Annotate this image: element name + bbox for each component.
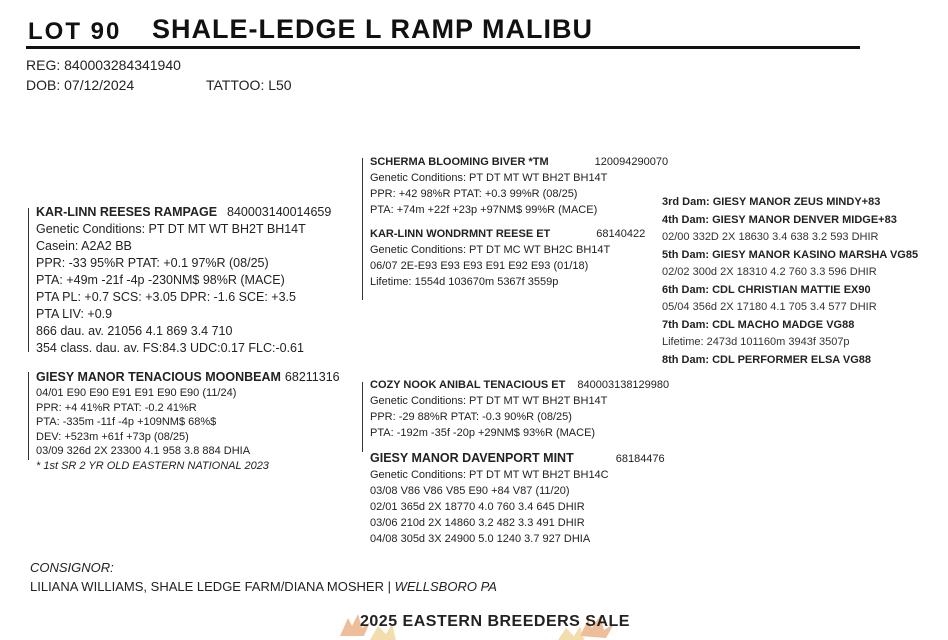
sire-line: PTA PL: +0.7 SCS: +3.05 DPR: -1.6 SCE: +3.5 [36,290,296,304]
dam-bracket-line [28,372,29,460]
sire-name: KAR-LINN REESES RAMPAGE [36,205,218,219]
sale-name: 2025 EASTERN BREEDERS SALE [360,613,630,630]
sire-sire-line: PTA: +74m +22f +23p +97NM$ 99%R (MACE) [370,204,598,216]
dam-dam-line: 03/06 210d 2X 14860 3.2 482 3.3 491 DHIR [370,517,585,529]
sire-dam-block [370,226,645,290]
lot-number: LOT 90 [28,18,122,45]
further-dam-line: 3rd Dam: GIESY MANOR ZEUS MINDY+83 [662,196,881,208]
further-dam-line: 7th Dam: CDL MACHO MADGE VG88 [662,318,855,331]
sire-dam-line: 06/07 2E-E93 E93 E93 E91 E92 E93 (01/18) [370,260,589,272]
further-dam-record: Lifetime: 2473d 101160m 3943f 3507p [662,336,850,348]
dam-block [36,369,340,473]
dam-dam-name: GIESY MANOR DAVENPORT MINT [370,451,574,465]
dam-line: DEV: +523m +61f +73p (08/25) [36,430,189,443]
dam-sire-block [370,377,669,441]
sire-line: Genetic Conditions: PT DT MT WT BH2T BH14T [36,222,306,236]
sire-sire-name: SCHERMA BLOOMING BIVER *TM [370,156,549,168]
consignor-location: WELLSBORO PA [394,579,497,594]
tattoo: TATTOO: L50 [206,77,292,93]
dam-name: GIESY MANOR TENACIOUS MOONBEAM [36,370,281,384]
sire-sire-reg: 120094290070 [594,156,669,168]
header-divider [26,46,860,49]
further-dam-line: 4th Dam: GIESY MANOR DENVER MIDGE+83 [662,213,897,226]
dam-reg: 68211316 [284,370,340,384]
sire-line: Casein: A2A2 BB [36,239,132,253]
registration-number: REG: 840003284341940 [26,57,181,73]
further-dam-record: 02/02 300d 2X 18310 4.2 760 3.3 596 DHIR [662,266,877,278]
dam-line: PTA: -335m -11f -4p +109NM$ 68%$ [36,416,217,428]
dam-sire-line: PTA: -192m -35f -20p +29NM$ 93%R (MACE) [370,427,596,439]
sire-sire-block [370,154,668,218]
sire-line: 354 class. dau. av. FS:84.3 UDC:0.17 FLC:-0.61 [36,341,304,355]
dam-dam-line: 04/08 305d 3X 24900 5.0 1240 3.7 927 DHIA [370,533,591,545]
dam-note: * 1st SR 2 YR OLD EASTERN NATIONAL 2023 [36,459,269,472]
further-dam-line: 5th Dam: GIESY MANOR KASINO MARSHA VG85 [662,248,919,261]
further-dams-block [662,194,918,369]
sire-sire-line: PPR: +42 98%R PTAT: +0.3 99%R (08/25) [370,188,578,200]
consignor-label: CONSIGNOR: [30,560,114,575]
sire-line: PPR: -33 95%R PTAT: +0.1 97%R (08/25) [36,256,269,270]
animal-name: SHALE-LEDGE L RAMP MALIBU [152,14,594,44]
date-of-birth: DOB: 07/12/2024 [26,77,135,93]
dam-sire-reg: 840003138129980 [577,379,670,391]
further-dam-record: 05/04 356d 2X 17180 4.1 705 3.4 577 DHIR [662,301,877,313]
further-dam-record: 02/00 332D 2X 18630 3.4 638 3.2 593 DHIR [662,231,879,243]
dam-dam-block [370,450,665,547]
dam-line: PPR: +4 41%R PTAT: -0.2 41%R [36,401,197,414]
dam-dam-reg: 68184476 [615,453,665,465]
sire-line: PTA LIV: +0.9 [36,307,113,321]
sire-line: 866 dau. av. 21056 4.1 869 3.4 710 [36,324,233,338]
dam-sire-line: Genetic Conditions: PT DT MT WT BH2T BH14T [370,395,608,407]
sire-dam-name: KAR-LINN WONDRMNT REESE ET [370,228,551,240]
sire-dam-reg: 68140422 [596,228,646,240]
sire-line: PTA: +49m -21f -4p -230NM$ 98%R (MACE) [36,273,285,287]
sire-reg: 840003140014659 [227,205,332,219]
dam-line: 03/09 326d 2X 23300 4.1 958 3.8 884 DHIA [36,445,251,457]
consignor-line [30,579,497,594]
sire-sire-line: Genetic Conditions: PT DT MT WT BH2T BH14T [370,172,608,184]
further-dam-line: 8th Dam: CDL PERFORMER ELSA VG88 [662,353,872,366]
dam-line: 04/01 E90 E90 E91 E91 E90 E90 (11/24) [36,387,237,399]
dam-dam-line: Genetic Conditions: PT DT MT WT BH2T BH14C [370,469,609,481]
sire-bracket-line [28,208,29,352]
dam-dam-line: 02/01 365d 2X 18770 4.0 760 3.4 645 DHIR [370,501,585,513]
dam-dam-line: 03/08 V86 V86 V85 E90 +84 V87 (11/20) [370,485,570,497]
further-dam-line: 6th Dam: CDL CHRISTIAN MATTIE EX90 [662,283,871,296]
dam-sire-line: PPR: -29 88%R PTAT: -0.3 90%R (08/25) [370,411,572,423]
consignor-name: LILIANA WILLIAMS, SHALE LEDGE FARM/DIANA MOSHER | [30,579,391,594]
sire-dam-line: Lifetime: 1554d 103670m 5367f 3559p [370,276,559,288]
dam-sire-name: COZY NOOK ANIBAL TENACIOUS ET [370,379,566,391]
dam-side-bracket-line [362,382,363,452]
sire-dam-line: Genetic Conditions: PT DT MC WT BH2C BH14T [370,244,611,256]
sire-block [36,204,331,357]
sire-side-bracket-line [362,158,363,300]
